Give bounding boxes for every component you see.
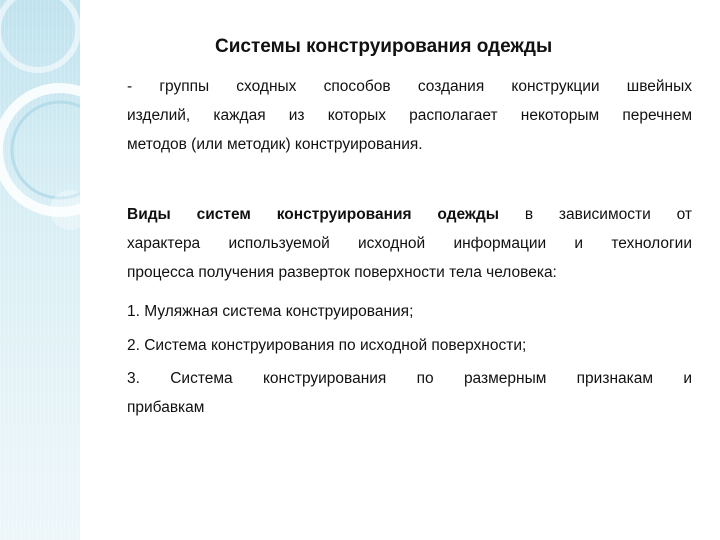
list-item-text: 1. Муляжная система конструирования; [127, 303, 414, 320]
types-heading-bold: Виды систем конструирования одежды [127, 206, 499, 223]
decorative-ring-top [0, 0, 78, 70]
list-item [127, 331, 692, 360]
list-item-continuation: прибавкам [127, 399, 205, 416]
types-line [127, 200, 692, 229]
list-item [127, 297, 692, 326]
list-item-text: 3. Система конструирования по размерным признакам и [127, 370, 692, 387]
decorative-ring-inner [12, 102, 80, 198]
definition-paragraph [127, 72, 692, 159]
list-item [127, 364, 692, 422]
types-line: процесса получения разверток поверхности тела человека: [127, 264, 557, 281]
types-paragraph [127, 200, 692, 287]
definition-line: методов (или методик) конструирования. [127, 136, 423, 153]
types-line-rest: в зависимости от [499, 206, 692, 223]
decorative-circles-graphic [0, 0, 80, 540]
definition-line: изделий, каждая из которых располагает некоторым перечнем [127, 107, 692, 124]
list-item-text: 2. Система конструирования по исходной поверхности; [127, 337, 527, 354]
types-line: характера используемой исходной информации и технологии [127, 235, 692, 252]
decorative-side-band [0, 0, 80, 540]
decorative-dot [50, 190, 80, 230]
slide-title: Системы конструирования одежды [215, 36, 553, 57]
definition-line: - группы сходных способов создания конструкции швейных [127, 78, 692, 95]
